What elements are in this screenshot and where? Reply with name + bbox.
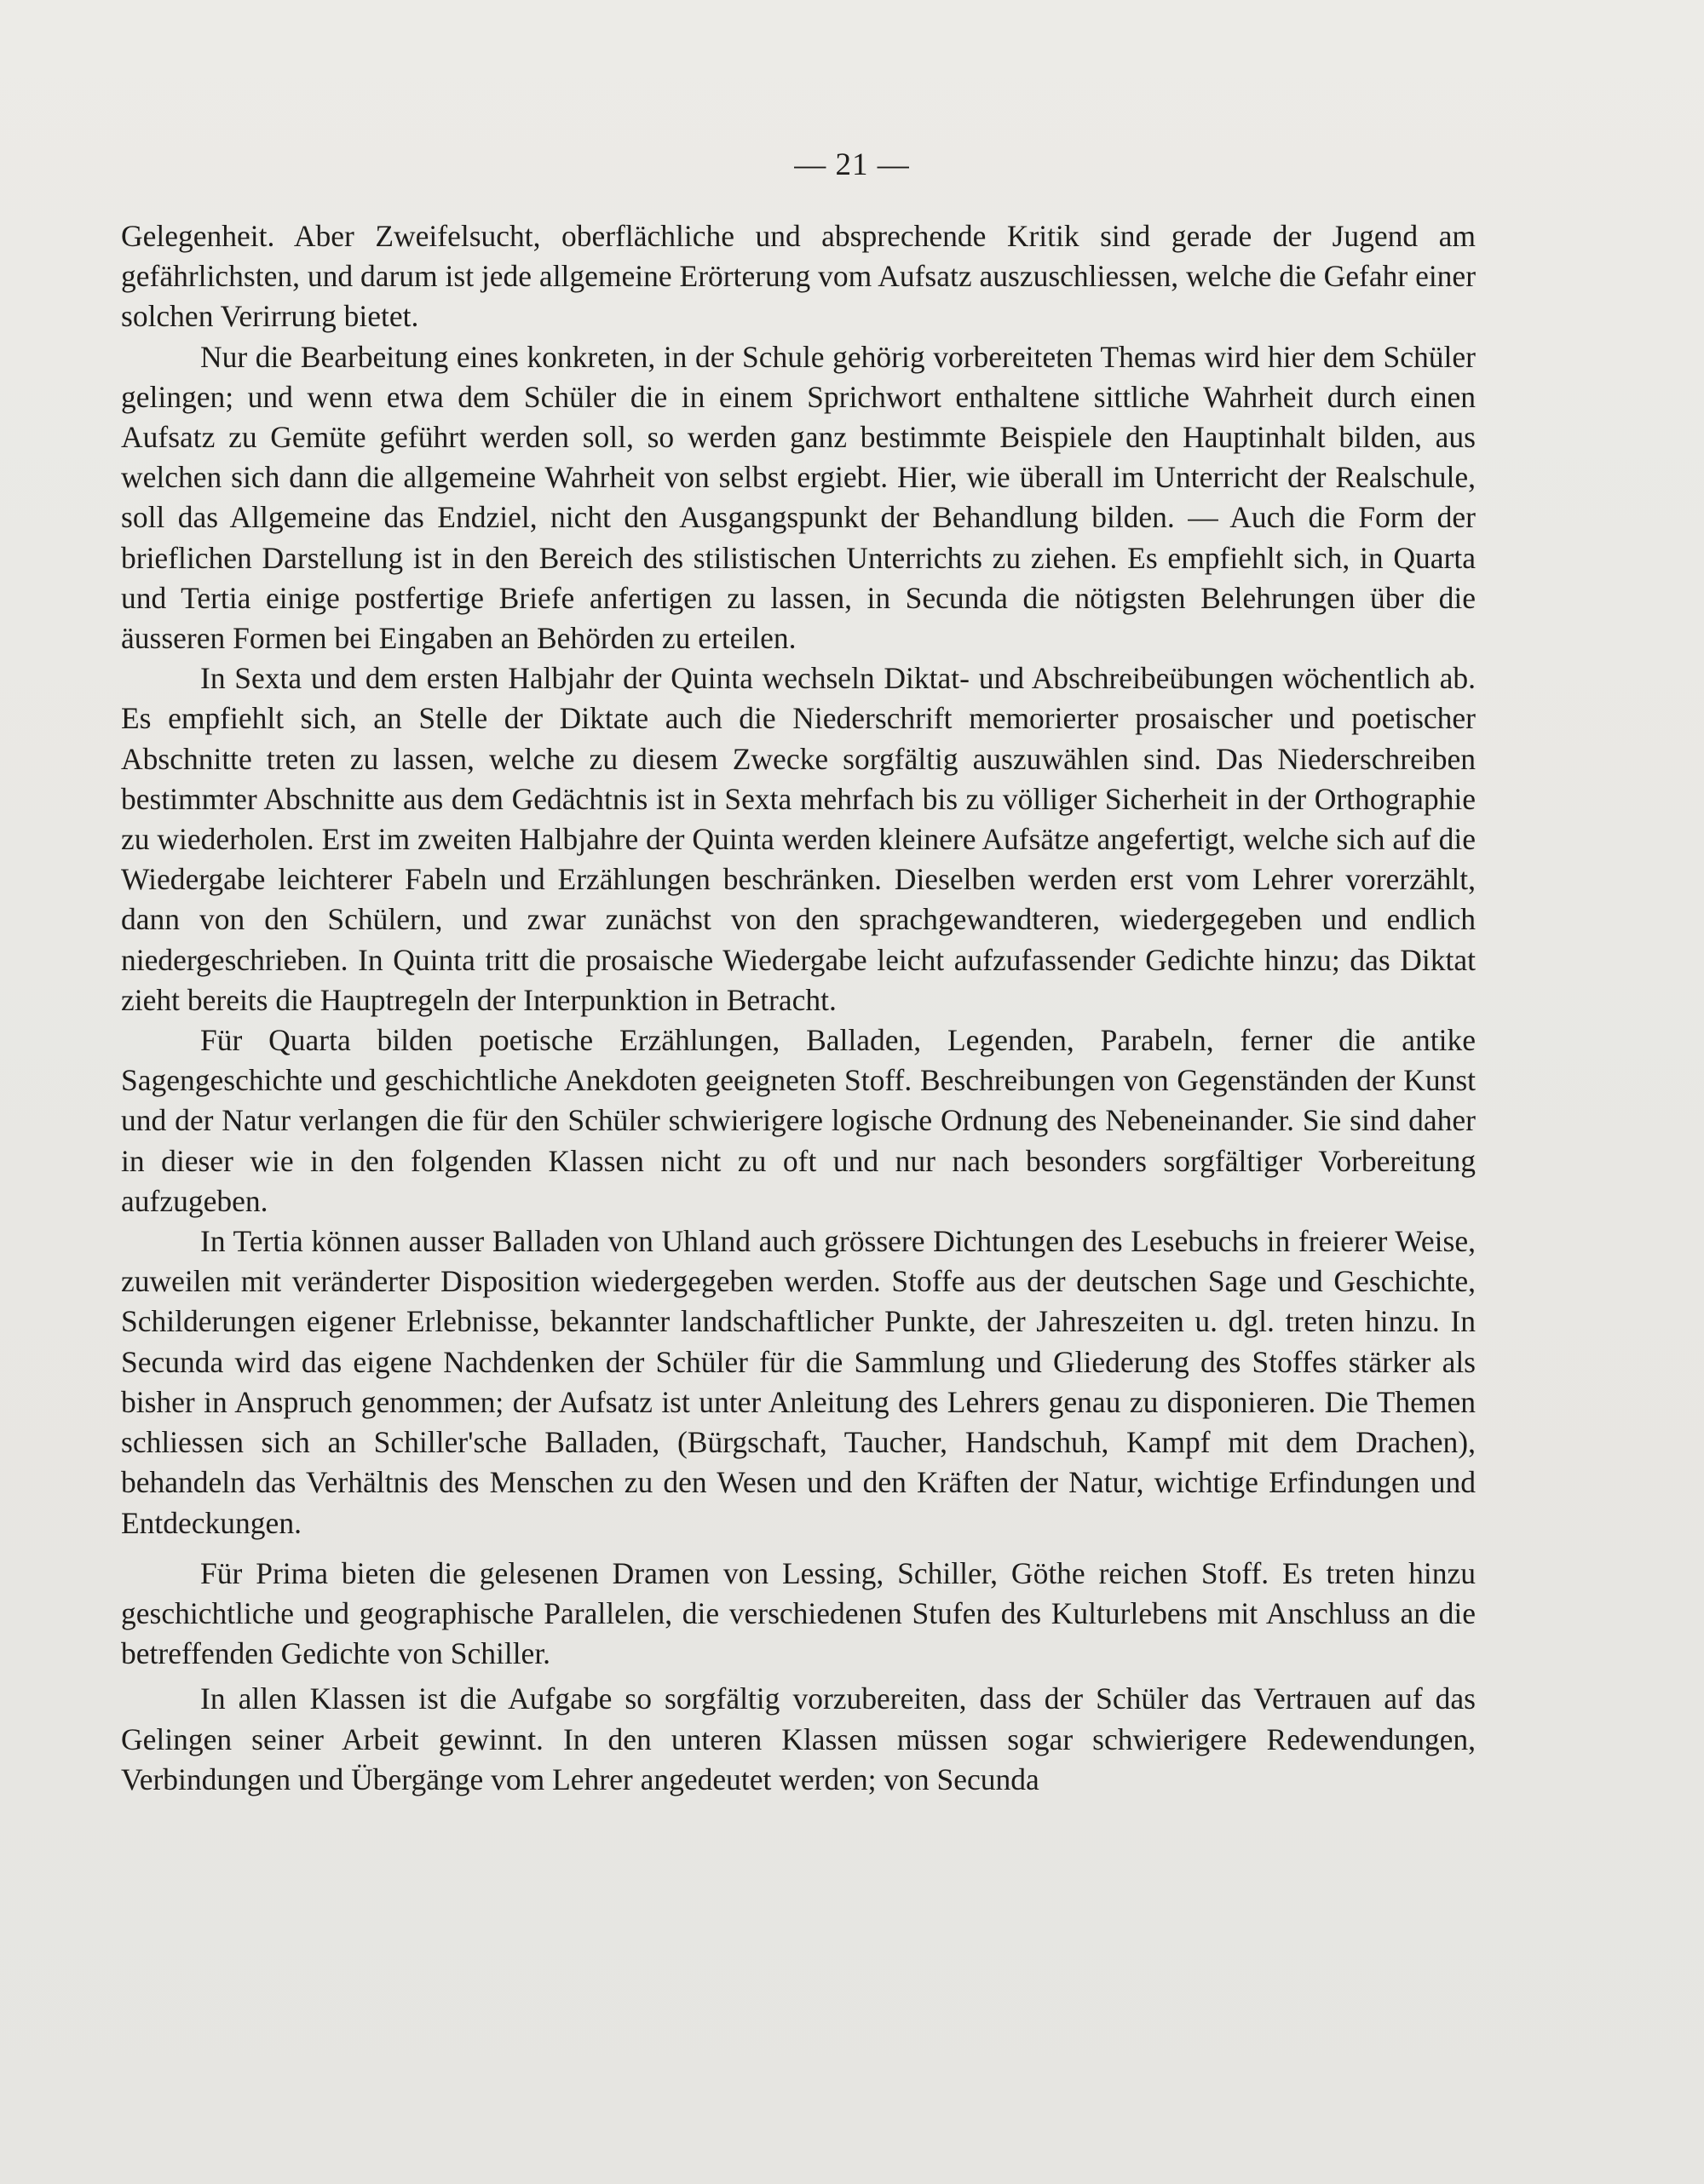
paragraph-prima: Für Prima bieten die gelesenen Dramen von Lessing, Schiller, Göthe reichen Stoff. Es treten hinzu geschichtliche und geographische Parallelen, die verschiedenen Stufen des Kulturlebens mit Anschluss an die betreffenden Gedichte von Schiller.	[121, 1555, 1476, 1671]
paragraph-sexta-quinta: In Sexta und dem ersten Halbjahr der Quinta wechseln Diktat- und Abschreibeübungen wöchentlich ab. Es empfiehlt sich, an Stelle der Diktate auch die Niederschrift memorierter prosaischer und poetischer Abschnitte treten zu lassen, welche zu diesem Zwecke sorgfältig auszuwählen sind. Das Niederschreiben bestimmter Abschnitte aus dem Gedächtnis ist in Sexta mehrfach bis zu völliger Sicherheit in der Orthographie zu wiederholen. Erst im zweiten Halbjahre der Quinta werden kleinere Aufsätze angefertigt, welche sich auf die Wiedergabe leichterer Fabeln und Erzählungen beschränken. Dieselben werden erst vom Lehrer vorerzählt, dann von den Schülern, und zwar zunächst von den sprachgewandteren, wiedergegeben und endlich niedergeschrieben. In Quinta tritt die prosaische Wiedergabe leicht aufzufassender Gedichte hinzu; das Diktat zieht bereits die Hauptregeln der Interpunktion in Betracht.	[121, 661, 1476, 1017]
page-number: — 21 —	[794, 147, 910, 182]
paragraph-concrete-themes: Nur die Bearbeitung eines konkreten, in der Schule gehörig vorbereiteten Themas wird hier dem Schüler gelingen; und wenn etwa dem Schüler die in einem Sprichwort enthaltene sittliche Wahrheit durch einen Aufsatz zu Gemüte geführt werden soll, so werden ganz bestimmte Beispiele den Hauptinhalt bilden, aus welchen sich dann die allgemeine Wahrheit von selbst ergiebt. Hier, wie überall im Unterricht der Realschule, soll das Allgemeine das Endziel, nicht den Ausgangspunkt der Behandlung bilden. — Auch die Form der brieflichen Darstellung ist in den Bereich des stilistischen Unterrichts zu ziehen. Es empfiehlt sich, in Quarta und Tertia einige postfertige Briefe anfertigen zu lassen, in Secunda die nötigsten Belehrungen über die äusseren Formen bei Eingaben an Behörden zu erteilen.	[121, 339, 1476, 656]
paragraph-continuation: Gelegenheit. Aber Zweifelsucht, oberflächliche und absprechende Kritik sind gerade der Jugend am gefährlichsten, und darum ist jede allgemeine Erörterung vom Aufsatz auszuschliessen, welche die Gefahr einer solchen Verirrung bietet.	[121, 219, 1477, 334]
body-text	[121, 216, 1476, 1800]
paragraph-tertia-secunda: In Tertia können ausser Balladen von Uhland auch grössere Dichtungen des Lesebuchs in freierer Weise, zuweilen mit veränderter Disposition wiedergegeben werden. Stoffe aus der deutschen Sage und Geschichte, Schilderungen eigener Erlebnisse, bekannter landschaftlicher Punkte, der Jahreszeiten u. dgl. treten hinzu. In Secunda wird das eigene Nachdenken der Schüler für die Sammlung und Gliederung des Stoffes stärker als bisher in Anspruch genommen; der Aufsatz ist unter Anleitung des Lehrers genau zu disponieren. Die Themen schliessen sich an Schiller'sche Balladen, (Bürgschaft, Taucher, Handschuh, Kampf mit dem Drachen), behandeln das Verhältnis des Menschen zu den Wesen und den Kräften der Natur, wichtige Erfindungen und Entdeckungen.	[121, 1224, 1476, 1540]
paragraph-all-classes: In allen Klassen ist die Aufgabe so sorgfältig vorzubereiten, dass der Schüler das Vertrauen auf das Gelingen seiner Arbeit gewinnt. In den unteren Klassen müssen sogar schwierigere Redewendungen, Verbindungen und Übergänge vom Lehrer angedeutet werden; von Secunda	[121, 1681, 1476, 1796]
paragraph-quarta: Für Quarta bilden poetische Erzählungen, Balladen, Legenden, Parabeln, ferner die antike Sagengeschichte und geschichtliche Anekdoten geeigneten Stoff. Beschreibungen von Gegenständen der Kunst und der Natur verlangen die für den Schüler schwierigere logische Ordnung des Nebeneinander. Sie sind daher in dieser wie in den folgenden Klassen nicht zu oft und nur nach besonders sorgfältiger Vorbereitung aufzugeben.	[121, 1023, 1476, 1218]
